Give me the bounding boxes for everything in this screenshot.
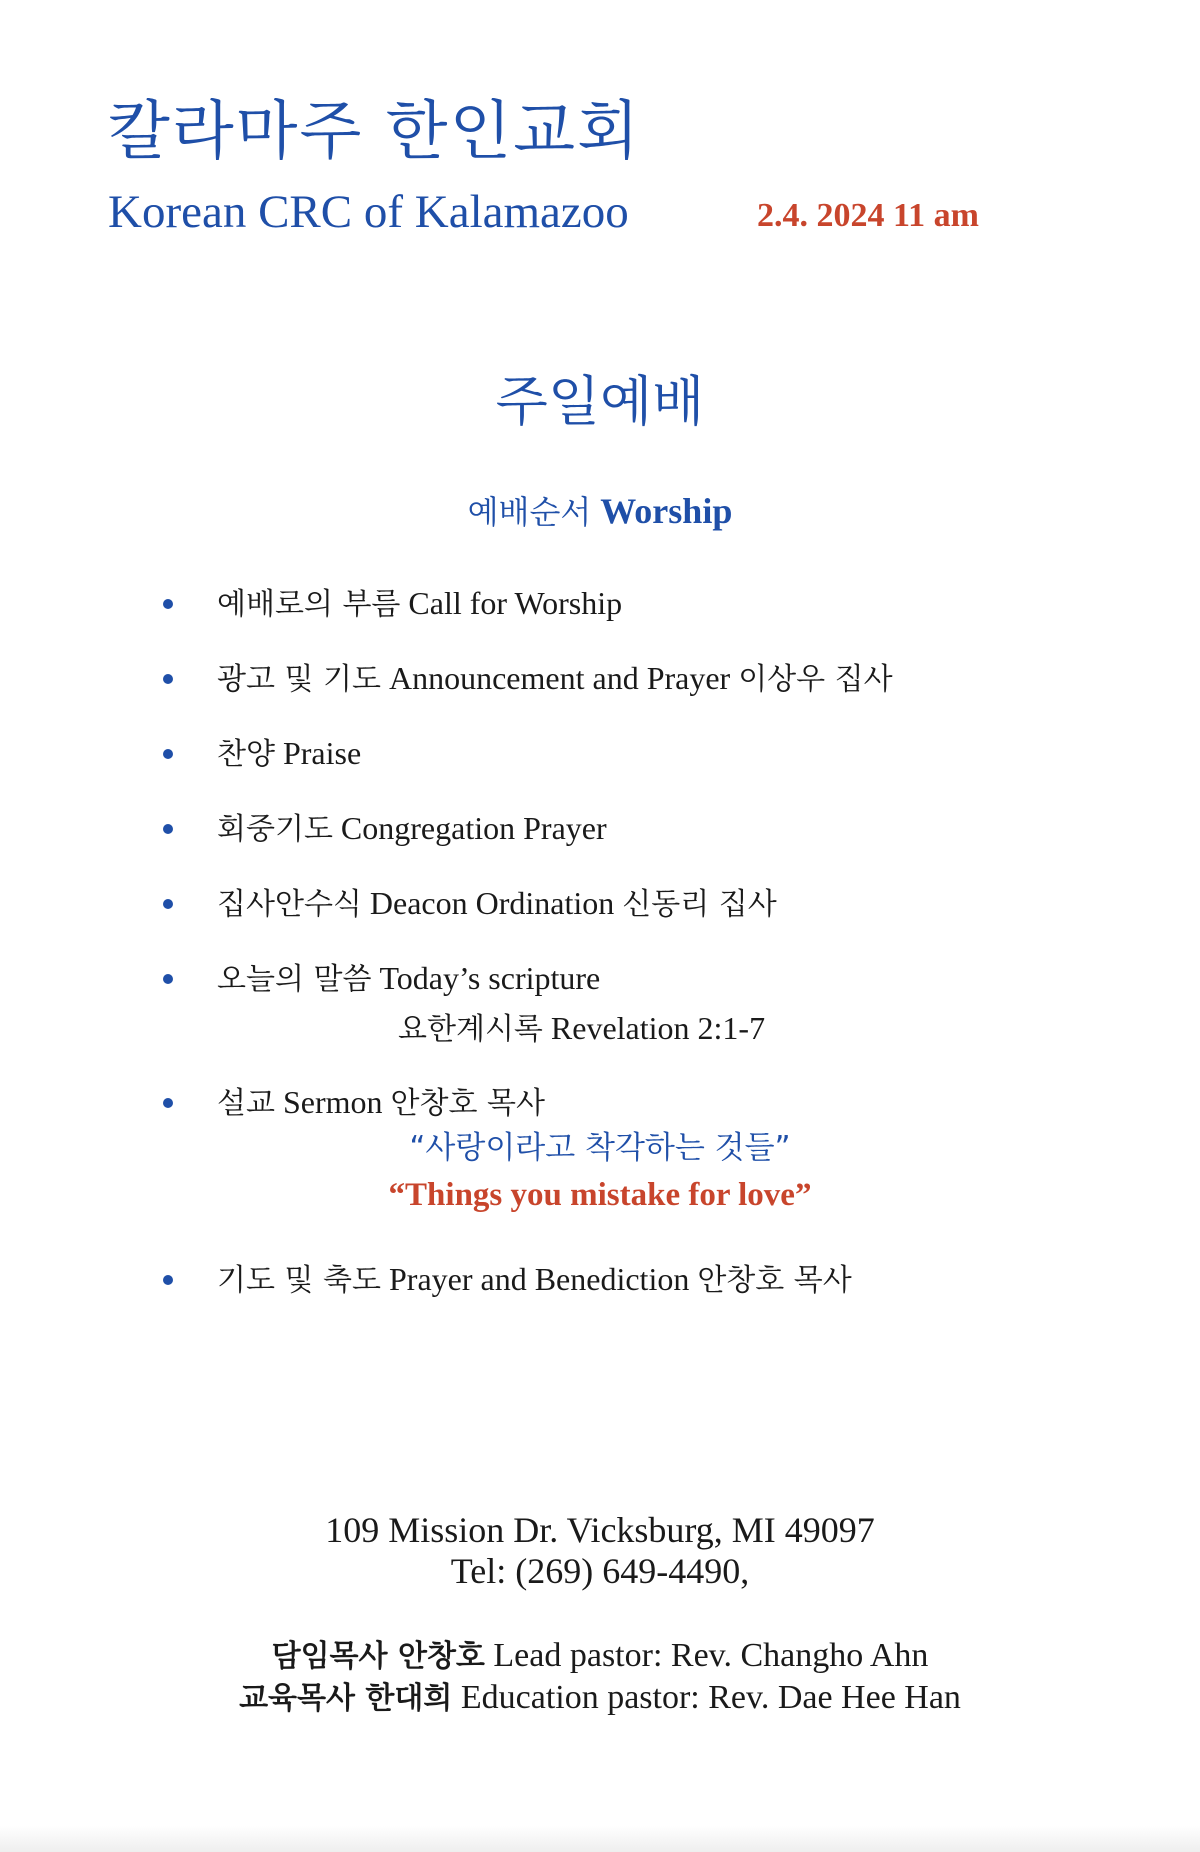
order-heading-english: Worship	[600, 491, 733, 531]
scripture-english: Revelation 2:1-7	[550, 1010, 766, 1046]
order-item-leader: 안창호 목사	[697, 1263, 852, 1298]
order-item-prayer-benediction	[217, 1256, 852, 1304]
sermon-title-english: “Things you mistake for love”	[388, 1177, 812, 1213]
order-item-leader: 이상우 집사	[738, 662, 893, 697]
lead-pastor-line	[0, 1634, 1200, 1679]
order-item-congregation-prayer	[217, 805, 607, 853]
order-item-korean: 찬양	[217, 737, 275, 772]
order-item-leader: 신동리 집사	[622, 887, 777, 922]
order-item-call-for-worship	[217, 580, 622, 628]
education-pastor-line	[0, 1676, 1200, 1721]
sermon-title-korean: “사랑이라고 착각하는 것들”	[409, 1130, 791, 1166]
order-item-korean: 설교	[217, 1086, 275, 1121]
scripture-korean: 요한계시록	[398, 1012, 543, 1047]
order-item-english: Call for Worship	[408, 585, 623, 621]
education-pastor-english: Education pastor: Rev. Dae Hee Han	[460, 1679, 961, 1716]
lead-pastor-english: Lead pastor: Rev. Changho Ahn	[493, 1637, 929, 1674]
order-item-korean: 기도 및 축도	[217, 1263, 381, 1298]
order-item-korean: 집사안수식	[217, 887, 362, 922]
order-item-english: Congregation Prayer	[340, 810, 607, 846]
church-name-english: Korean CRC of Kalamazoo	[108, 186, 629, 238]
bullet-dot-icon	[163, 899, 173, 909]
bullet-dot-icon	[163, 599, 173, 609]
bullet-dot-icon	[163, 749, 173, 759]
order-item-english: Deacon Ordination	[369, 885, 615, 921]
order-heading-korean: 예배순서	[467, 493, 592, 531]
order-item-announcement-prayer	[217, 655, 893, 703]
page-bottom-edge	[0, 1826, 1200, 1852]
order-item-english: Today’s scripture	[379, 960, 601, 996]
service-title: 주일예배	[495, 370, 705, 433]
order-item-english: Sermon	[282, 1084, 383, 1120]
bullet-dot-icon	[163, 1275, 173, 1285]
order-of-worship-heading	[0, 486, 1200, 537]
service-date-time: 2.4. 2024 11 am	[757, 197, 979, 234]
order-item-deacon-ordination	[217, 880, 777, 928]
order-item-leader: 안창호 목사	[390, 1086, 545, 1121]
order-item-korean: 오늘의 말씀	[217, 962, 372, 997]
order-item-korean: 회중기도	[217, 812, 333, 847]
order-item-english: Announcement and Prayer	[388, 660, 731, 696]
order-item-korean: 예배로의 부름	[217, 587, 401, 622]
order-item-todays-scripture	[217, 955, 600, 1003]
church-telephone: Tel: (269) 649-4490,	[450, 1551, 750, 1591]
church-address: 109 Mission Dr. Vicksburg, MI 49097	[325, 1510, 875, 1550]
bullet-dot-icon	[163, 974, 173, 984]
order-item-english: Prayer and Benediction	[388, 1261, 690, 1297]
church-name-korean: 칼라마주 한인교회	[108, 95, 641, 169]
education-pastor-korean: 교육목사 한대희	[239, 1681, 453, 1716]
scripture-reference	[398, 1005, 765, 1053]
order-item-korean: 광고 및 기도	[217, 662, 381, 697]
order-item-praise	[217, 730, 361, 778]
order-item-english: Praise	[282, 735, 362, 771]
bullet-dot-icon	[163, 824, 173, 834]
order-item-sermon	[217, 1079, 545, 1127]
lead-pastor-korean: 담임목사 안창호	[271, 1639, 485, 1674]
bullet-dot-icon	[163, 1098, 173, 1108]
bullet-dot-icon	[163, 674, 173, 684]
